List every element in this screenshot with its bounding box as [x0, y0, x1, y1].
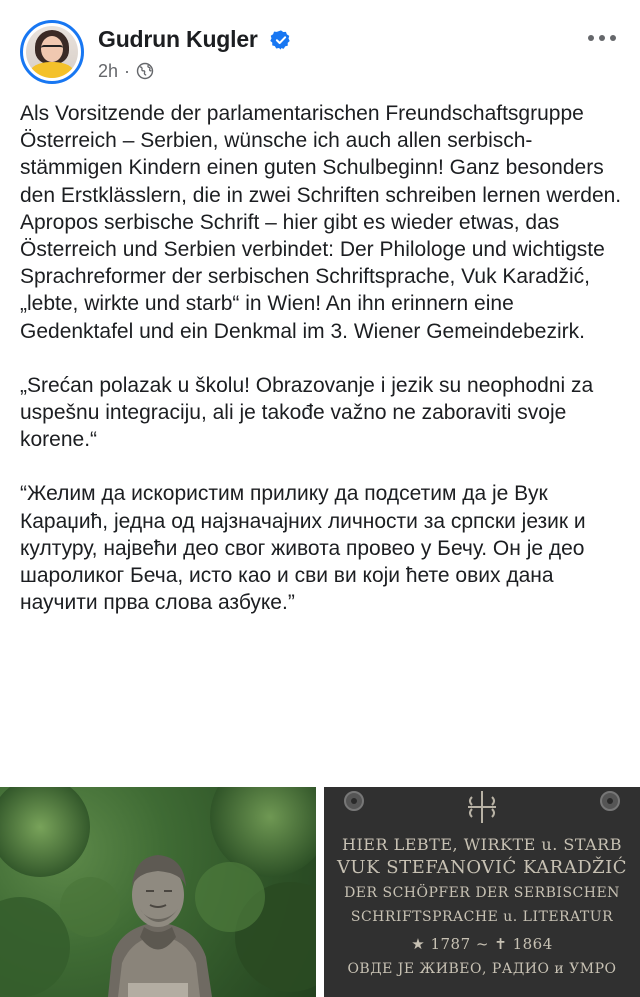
avatar-photo	[26, 26, 78, 78]
post-paragraph-german: Als Vorsitzende der parlamentarischen Freundschaftsgruppe Österreich – Serbien, wünsche ich auch allen serbisch-stämmigen Kindern einen guten Schulbeginn! Ganz besonders den Erstklässlern, die in zwei Schriften schreiben lernen werden. Apropos serbische Schrift – hier gibt es wieder etwas, das Österreich und Serbien verbindet: Der Philologe und wichtigste Sprachreformer der serbischen Schriftsprache, Vuk Karadžić, „lebte, wirkte und starb“ in Wien! An ihn erinnern eine Gedenktafel und ein Denkmal im 3. Wiener Gemeindebezirk.	[20, 102, 622, 343]
monument-bust-illustration	[0, 787, 316, 997]
plaque-line-5: ★ 1787 ~ ✝ 1864	[411, 935, 553, 953]
plaque-line-4: SCHRIFTSPRACHE u. LITERATUR	[350, 909, 614, 925]
post-paragraph-serbian-latin: „Srećan polazak u školu! Obrazovanje i jezik su neophodni za uspešnu integraciju, ali je takođe važno ne zaboraviti svoje korene.“	[20, 373, 594, 452]
post-photo-monument[interactable]	[0, 787, 316, 997]
verified-badge-icon	[270, 29, 292, 51]
post-meta	[98, 60, 154, 82]
plaque-line-6: ОВДЕ ЈЕ ЖИВЕО, РАДИО и УМРО	[347, 961, 617, 977]
post-time[interactable]: 2h	[98, 60, 119, 81]
author-name[interactable]: Gudrun Kugler	[98, 26, 258, 52]
post-header	[0, 0, 640, 96]
post-paragraph-serbian-cyrillic: “Желим да искористим прилику да подсетим да је Вук Караџић, једна од најзначајних личности за српски језик и културу, највећи део свог живота провео у Бечу. Он је део шароликог Беча, исто као и сви ви који ћете ових дана научити прва слова азбуке.”	[20, 482, 586, 615]
globe-icon	[136, 62, 154, 80]
post-text	[20, 100, 625, 616]
post-photo-plaque[interactable]	[324, 787, 640, 997]
plaque-line-3: DER SCHÖPFER DER SERBISCHEN	[344, 885, 620, 901]
meta-separator: ·	[124, 60, 131, 81]
plaque-line-1: HIER LEBTE, WIRKTE u. STARB	[342, 835, 622, 854]
plaque-line-2: VUK STEFANOVIĆ KARADŽIĆ	[336, 857, 628, 878]
avatar[interactable]	[20, 20, 84, 84]
more-options-icon[interactable]	[586, 28, 618, 48]
